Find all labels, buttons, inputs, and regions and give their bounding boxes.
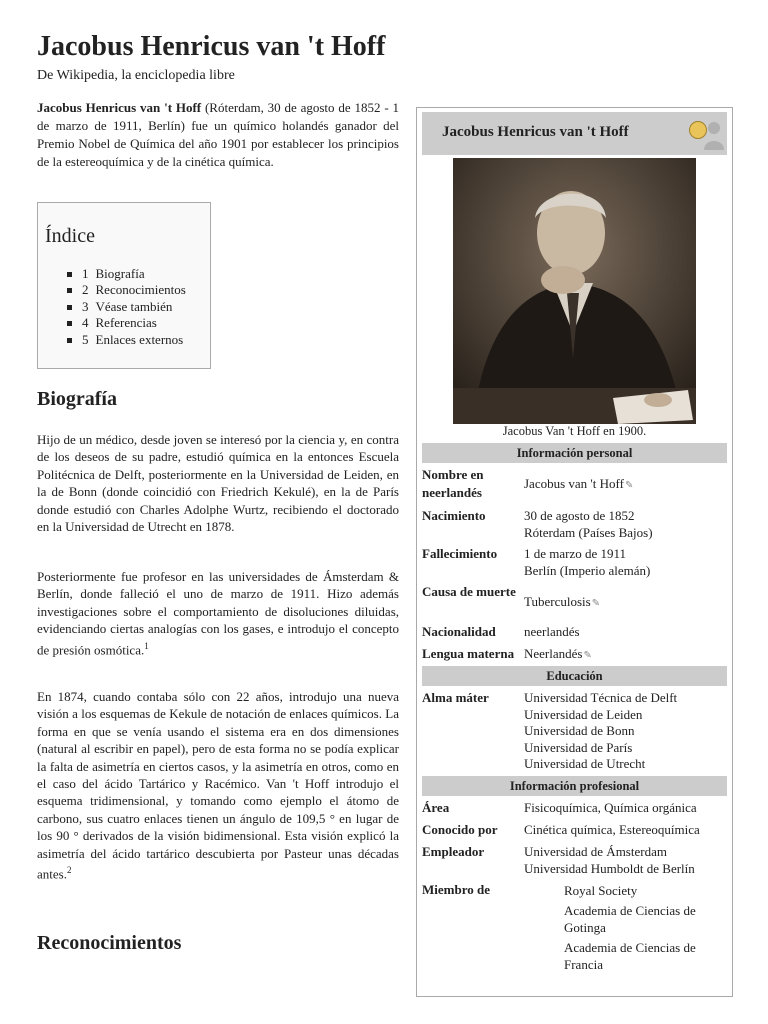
toc-item-label: Enlaces externos [95,331,184,347]
value-text[interactable]: Tuberculosis [524,594,591,609]
list-item[interactable]: Universidad Humboldt de Berlín [524,860,695,876]
label-nombre: Nombre en neerlandés [422,467,484,500]
toc-item-enlaces-externos[interactable] [65,332,186,348]
toc-item-label: Biografía [95,266,145,281]
value-nacimiento [524,508,729,541]
toc-item-referencias[interactable] [65,315,186,331]
label-area: Área [422,800,450,815]
toc-item-number: 2 [82,282,89,298]
edit-pencil-icon[interactable]: ✎ [583,650,592,661]
label-lengua: Lengua materna [422,646,515,661]
value-fallecimiento [524,546,729,579]
label-fallecimiento: Fallecimiento [422,546,498,561]
paragraph-text: Posteriormente fue profesor en las universidades de Ámsterdam & Berlín, donde falleció el uno de marzo de 1911. Hizo además investigaciones sobre el comportamiento de disoluciones diluidas, evidenciando ciertas analogías con los gases, e introdujo el concepto de presión osmótica. [37,569,399,657]
value-place[interactable]: Róterdam (Países Bajos) [524,524,653,540]
section-heading-biografia: Biografía [37,388,117,410]
toc-item-reconocimientos[interactable] [65,282,186,298]
reference-2[interactable]: 2 [66,865,72,876]
portrait-caption: Jacobus Van 't Hoff en 1900. [502,424,647,438]
paragraph-biografia-3 [37,688,399,883]
list-item[interactable]: Academia de Ciencias de Gotinga [564,902,696,935]
value-alma-mater [524,690,729,773]
label-conocido: Conocido por [422,822,498,837]
lead-paragraph [37,99,399,171]
value-text[interactable]: Neerlandés [524,646,583,661]
infobox-section-educacion: Educación [422,666,727,686]
toc-list [65,266,186,348]
infobox-header [422,112,727,155]
toc-item-label: Véase también [95,298,173,314]
value-date: 1 de marzo de 1911 [524,546,627,561]
toc-heading: Índice [45,225,95,247]
edit-pencil-icon[interactable]: ✎ [591,598,601,609]
list-item[interactable]: Universidad de Utrecht [524,756,646,771]
paragraph-biografia-1: Hijo de un médico, desde joven se interesó por la ciencia y, en contra de los deseos de su padre, estudió química en la entonces Escuela Politécnica de Delft, posteriormente en la Universidad de Leiden, en la de Bonn (donde coincidió con Friedrich Kekulé), en la de París donde estudió con Charles Adolphe Wurtz, recibiendo el doctorado en la Universidad de Utrecht en 1878. [37,432,399,535]
value-text: Jacobus van 't Hoff [524,476,624,491]
value-area[interactable]: Fisicoquímica, Química orgánica [524,800,697,815]
paragraph-text: En 1874, cuando contaba sólo con 22 años, introdujo una nueva visión a los esquemas de Kekule de notación de enlaces químicos. La forma en que se venía usando el sistema era en dos dimensiones (natural al escribir en papel), pero de esta forma no se podía explicar la falta de asimetría en ciertos casos, y la asimetría en otros, como en el caso del ácido Tartárico y Racémico. Van 't Hoff introdujo el esquema tridimensional, y tomando como ejemplo el átomo de carbono, sus cuatro enlaces tienen un ángulo de 109,5 ° en lugar de los 90 ° derivados de la visión bidimensional. Esta visión explicó la asimetría del ácido tartárico descubierta por Pasteur unas décadas antes. [37,689,399,882]
label-nacimiento: Nacimiento [422,508,486,523]
value-miembro [564,882,729,974]
label-miembro: Miembro de [422,882,490,897]
toc-item-vease-tambien[interactable] [65,299,186,315]
label-alma-mater: Alma máter [422,690,489,705]
list-item[interactable]: Universidad Técnica de Delft [524,690,678,705]
value-place[interactable]: Berlín (Imperio alemán) [524,562,651,578]
paragraph-biografia-2 [37,568,399,658]
value-nacionalidad: neerlandés [524,624,580,639]
edit-pencil-icon[interactable]: ✎ [624,480,634,491]
list-item[interactable]: Universidad de París [524,739,633,755]
infobox-name: Jacobus Henricus van 't Hoff [442,124,629,140]
toc-item-biografia[interactable] [65,266,186,282]
toc-item-label: Referencias [95,315,157,331]
list-item[interactable]: Royal Society [564,883,638,898]
value-conocido[interactable]: Cinética química, Estereoquímica [524,822,700,837]
toc-item-number: 5 [82,331,89,347]
label-empleador: Empleador [422,844,485,859]
toc-item-number: 4 [82,315,89,331]
infobox-section-personal: Información personal [422,443,727,463]
page-subtitle: De Wikipedia, la enciclopedia libre [37,68,235,83]
value-lengua [524,646,729,665]
infobox-section-profesional: Información profesional [422,776,727,796]
value-causa [524,594,729,613]
list-item[interactable]: Universidad de Leiden [524,706,643,722]
toc-item-label: Reconocimientos [95,282,186,298]
value-empleador [524,844,729,877]
list-item[interactable]: Universidad de Bonn [524,723,635,738]
person-silhouette-icon [703,118,725,150]
label-causa: Causa de muerte [422,584,516,599]
page-title: Jacobus Henricus van 't Hoff [37,31,386,62]
label-nacionalidad: Nacionalidad [422,624,496,639]
toc-item-number: 3 [82,298,89,314]
list-item[interactable]: Academia de Ciencias de Francia [564,939,696,972]
table-of-contents [37,202,211,369]
list-item[interactable]: Universidad de Ámsterdam [524,844,667,859]
lead-name: Jacobus Henricus van 't Hoff [37,100,202,115]
value-nombre [524,476,729,495]
toc-item-number: 1 [82,266,89,281]
portrait-photo [453,158,696,424]
lead-text: (Róterdam, 30 de agosto de 1852 - 1 de marzo de 1911, Berlín) fue un químico holandés ganador del Premio Nobel de Química del año 1901 por establecer los principios de la estereoquímica y de la cinética química. [37,100,399,169]
reference-1[interactable]: 1 [144,640,149,651]
value-date: 30 de agosto de 1852 [524,508,635,523]
section-heading-reconocimientos: Reconocimientos [37,932,182,954]
